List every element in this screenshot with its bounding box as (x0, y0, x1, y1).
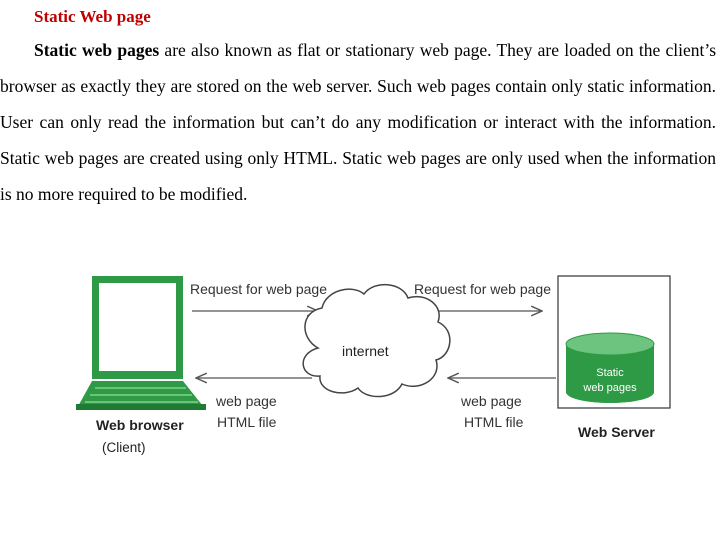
request-left-label: Request for web page (190, 281, 327, 297)
term-static-web-pages: Static web pages (34, 40, 160, 60)
db-label-line1: Static (596, 367, 624, 379)
response-right-line1: web page (461, 393, 522, 409)
laptop-icon (76, 276, 206, 410)
response-left-line1: web page (216, 393, 277, 409)
db-label-line2: web pages (583, 382, 637, 394)
client-subtitle: (Client) (102, 440, 146, 455)
section-heading: Static Web page (34, 7, 151, 26)
paragraph-body: are also known as flat or stationary web page. They are loaded on the client’s browser as exactly they are stored on the web server. Such web pages contain only static information. User can only read the information but can’t do any modification or interact with the information. Static web pages are created using only HTML. Static web pages are only used when the information is no more required to be modified. (0, 40, 716, 204)
response-left-line2: HTML file (217, 414, 277, 430)
response-right-line2: HTML file (464, 414, 524, 430)
cloud-icon (303, 285, 450, 397)
request-right-label: Request for web page (414, 281, 551, 297)
cloud-label: internet (342, 343, 389, 359)
server-title: Web Server (578, 424, 655, 440)
client-title: Web browser (96, 417, 184, 433)
